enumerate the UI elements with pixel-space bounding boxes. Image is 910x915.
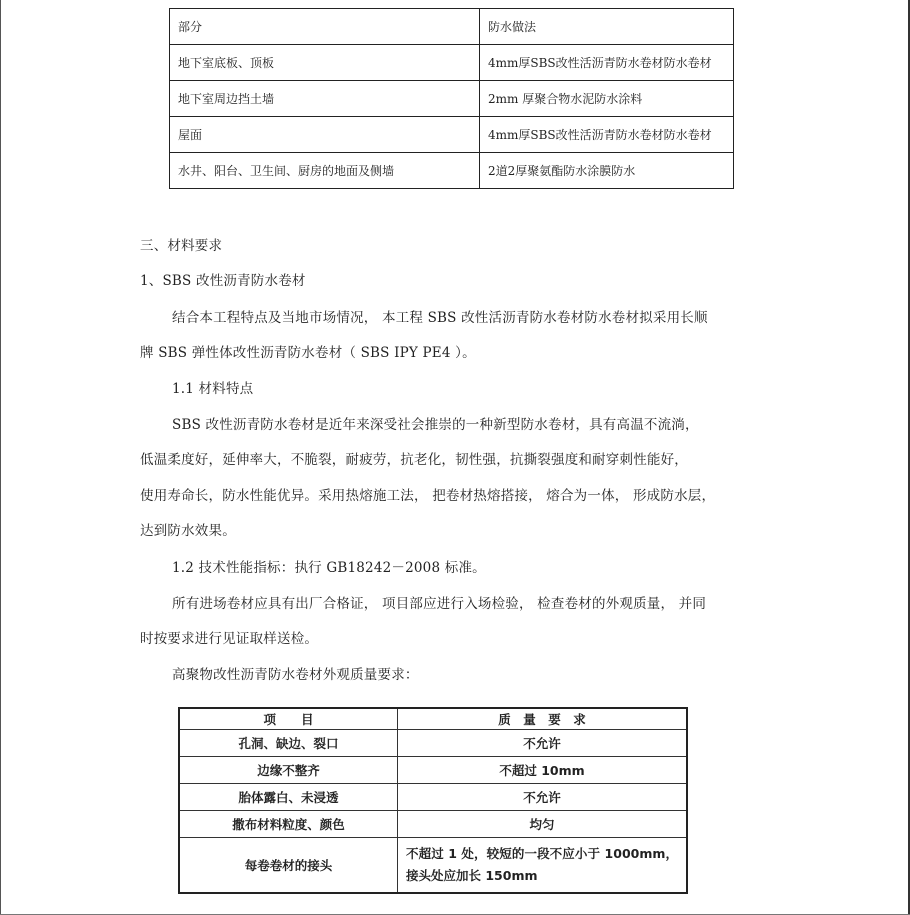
paragraph-line: 低温柔度好，延伸率大，不脆裂，耐疲劳，抗老化，韧性强，抗撕裂强度和耐穿刺性能好， <box>140 452 688 468</box>
table-header-cell: 项 目 <box>179 708 398 730</box>
table-cell: 胎体露白、未浸透 <box>179 784 398 811</box>
table-header-cell: 部分 <box>170 9 480 45</box>
table-cell: 4mm厚SBS改性活沥青防水卷材防水卷材 <box>480 45 734 81</box>
table-cell: 4mm厚SBS改性活沥青防水卷材防水卷材 <box>480 117 734 153</box>
table-row <box>170 45 734 81</box>
table-row <box>179 811 687 838</box>
paragraph-line: 时按要求进行见证取样送检。 <box>140 631 319 647</box>
table-cell: 水井、阳台、卫生间、厨房的地面及侧墙 <box>170 153 480 189</box>
quality-requirements-table <box>178 707 688 894</box>
subsection-heading: 1.2 技术性能指标：执行 GB18242－2008 标准。 <box>172 560 486 576</box>
paragraph-line: 使用寿命长，防水性能优异。采用热熔施工法， 把卷材热熔搭接， 熔合为一体， 形成防水层， <box>140 488 716 504</box>
table-cell: 边缘不整齐 <box>179 757 398 784</box>
table-header-row <box>179 708 687 730</box>
table-header-cell: 质 量 要 求 <box>398 708 688 730</box>
table-cell: 2mm 厚聚合物水泥防水涂料 <box>480 81 734 117</box>
table-cell: 不超过 10mm <box>398 757 688 784</box>
table-header-cell: 防水做法 <box>480 9 734 45</box>
paragraph-line: 高聚物改性沥青防水卷材外观质量要求： <box>172 667 419 683</box>
table-cell: 不允许 <box>398 730 688 757</box>
table-cell: 屋面 <box>170 117 480 153</box>
table-row <box>170 153 734 189</box>
paragraph-line: SBS 改性沥青防水卷材是近年来深受社会推崇的一种新型防水卷材，具有高温不流淌， <box>172 417 699 433</box>
table-cell: 不允许 <box>398 784 688 811</box>
section-heading: 三、材料要求 <box>140 238 223 254</box>
table-cell: 均匀 <box>398 811 688 838</box>
paragraph-line: 达到防水效果。 <box>140 523 236 539</box>
table-row <box>179 838 687 894</box>
table-cell: 地下室底板、顶板 <box>170 45 480 81</box>
table-row <box>179 784 687 811</box>
table-cell: 每卷卷材的接头 <box>179 838 398 894</box>
subsection-heading: 1.1 材料特点 <box>172 381 254 397</box>
table-header-row <box>170 9 734 45</box>
table-row <box>170 117 734 153</box>
table-cell: 地下室周边挡土墙 <box>170 81 480 117</box>
paragraph-line: 牌 SBS 弹性体改性沥青防水卷材（ SBS IPY PE4 ）。 <box>140 345 476 361</box>
table-cell: 不超过 1 处，较短的一段不应小于 1000mm，接头处应加长 150mm <box>398 838 688 894</box>
page-border-left <box>0 0 1 915</box>
table-cell: 孔洞、缺边、裂口 <box>179 730 398 757</box>
subsection-heading: 1、SBS 改性沥青防水卷材 <box>140 273 306 289</box>
paragraph-line: 结合本工程特点及当地市场情况， 本工程 SBS 改性活沥青防水卷材防水卷材拟采用长顺 <box>172 310 708 326</box>
table-cell: 撒布材料粒度、颜色 <box>179 811 398 838</box>
table-row <box>179 730 687 757</box>
paragraph-line: 所有进场卷材应具有出厂合格证， 项目部应进行入场检验， 检查卷材的外观质量， 并同 <box>172 596 707 612</box>
table-cell: 2道2厚聚氨酯防水涂膜防水 <box>480 153 734 189</box>
table-row <box>170 81 734 117</box>
table-row <box>179 757 687 784</box>
waterproof-method-table <box>169 8 734 189</box>
